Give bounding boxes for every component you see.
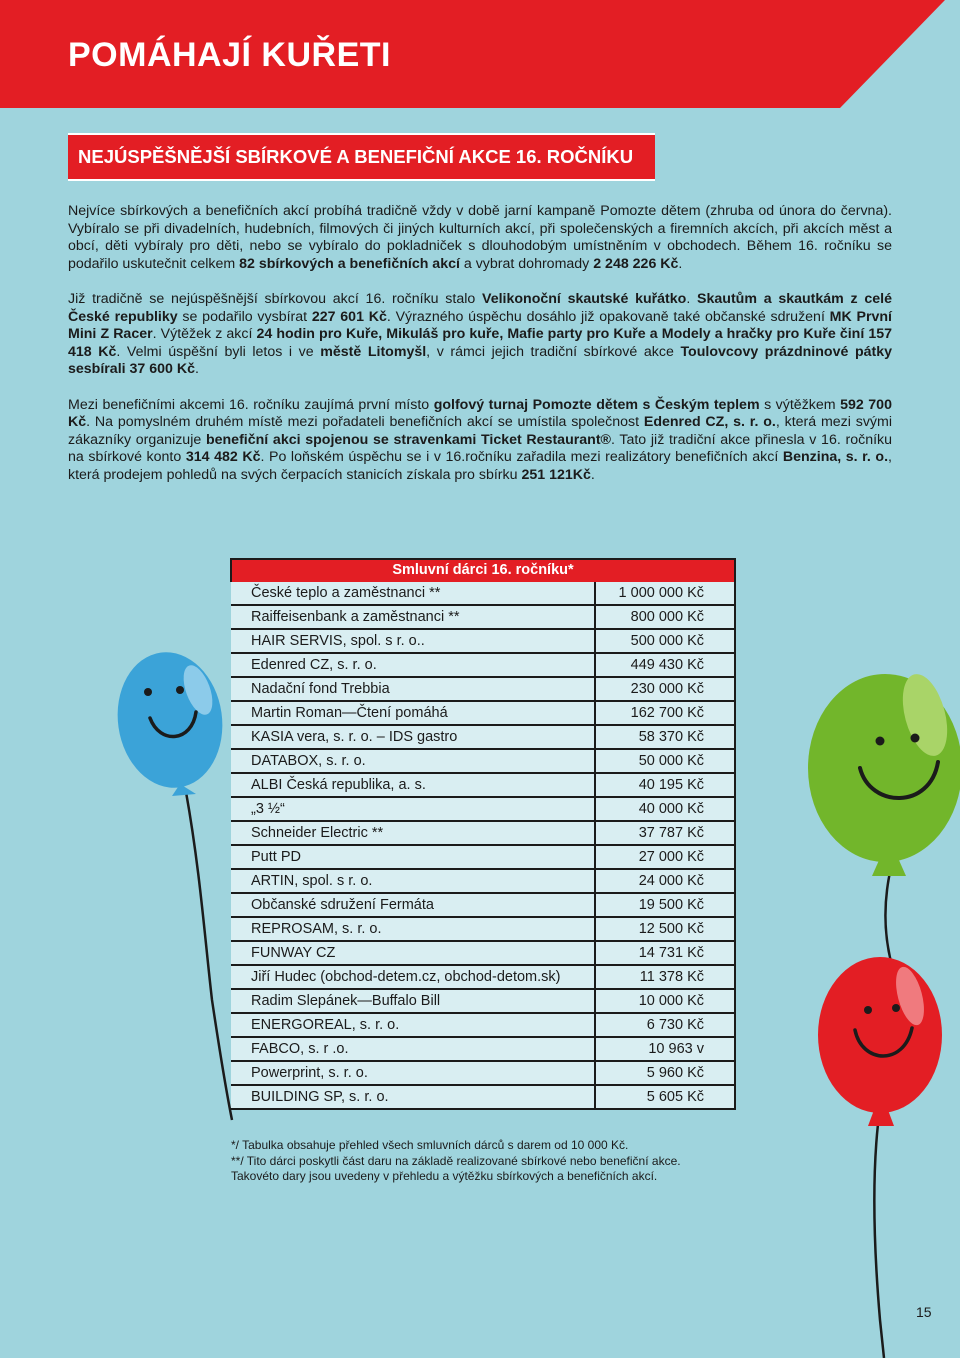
donor-table [230, 558, 736, 1110]
table-row [231, 773, 735, 797]
table-header-row [231, 558, 735, 582]
highlight: Velikonoční skautské kuřátko [482, 291, 687, 307]
table-title: Smluvní dárci 16. ročníku* [231, 558, 735, 582]
donor-amount: 12 500 Kč [595, 917, 735, 941]
text: . Tato již tradiční akce přinesla v 16. ročníku na sbírkové konto [68, 431, 893, 465]
donor-name: KASIA vera, s. r. o. – IDS gastro [231, 725, 595, 749]
text: . [678, 255, 683, 272]
page-number: 15 [916, 1304, 932, 1320]
highlight: Edenred CZ, s. r. o. [643, 414, 776, 430]
donor-amount: 10 963 v [595, 1037, 735, 1061]
text: . Po loňském úspěchu se i v 16.ročníku zařadila mezi realizátory benefičních akcí [260, 449, 783, 465]
text: . [686, 291, 698, 307]
donor-amount: 19 500 Kč [595, 893, 735, 917]
red-balloon-icon [818, 957, 942, 1358]
donor-amount: 11 378 Kč [595, 965, 735, 989]
highlight: golfový turnaj Pomozte dětem s Českým teplem [433, 396, 760, 413]
donor-amount: 5 605 Kč [595, 1085, 735, 1109]
donor-name: „3 ½“ [231, 797, 595, 821]
table-row [231, 941, 735, 965]
footnote-line: Takovéto dary jsou uvedeny v přehledu a výtěžku sbírkových a benefičních akcí. [231, 1169, 658, 1183]
table-footnote [231, 1138, 751, 1185]
section-heading: NEJÚSPĚŠNĚJŠÍ SBÍRKOVÉ A BENEFIČNÍ AKCE 16. ROČNÍKU [78, 146, 634, 167]
green-balloon-icon [808, 669, 960, 990]
donor-name: DATABOX, s. r. o. [231, 749, 595, 773]
highlight: benefiční akci spojenou se stravenkami Ticket Restaurant® [205, 431, 611, 448]
donor-amount: 10 000 Kč [595, 989, 735, 1013]
article-body [68, 203, 892, 502]
donor-amount: 5 960 Kč [595, 1061, 735, 1085]
table-row [231, 1085, 735, 1109]
table-row [231, 1013, 735, 1037]
table-row [231, 725, 735, 749]
table-row [231, 1037, 735, 1061]
donor-amount: 40 000 Kč [595, 797, 735, 821]
donor-name: FABCO, s. r .o. [231, 1037, 595, 1061]
donor-name: ENERGOREAL, s. r. o. [231, 1013, 595, 1037]
donor-amount: 230 000 Kč [595, 677, 735, 701]
text: s výtěžkem [759, 396, 841, 413]
table-row [231, 821, 735, 845]
table-row [231, 965, 735, 989]
donor-name: Radim Slepánek—Buffalo Bill [231, 989, 595, 1013]
table-row [231, 797, 735, 821]
donor-name: ALBI Česká republika, a. s. [231, 773, 595, 797]
donor-amount: 24 000 Kč [595, 869, 735, 893]
footnote-line: */ Tabulka obsahuje přehled všech smluvních dárců s darem od 10 000 Kč. [231, 1138, 629, 1152]
donor-name: Schneider Electric ** [231, 821, 595, 845]
highlight: 82 sbírkových a benefičních akcí [239, 255, 460, 272]
donor-amount: 800 000 Kč [595, 605, 735, 629]
table-row [231, 1061, 735, 1085]
page-title: POMÁHAJÍ KUŘETI [68, 36, 391, 74]
donor-name: Martin Roman—Čtení pomáhá [231, 701, 595, 725]
highlight: 592 700 Kč [68, 396, 892, 430]
text: . Velmi úspěšní byli letos i ve [116, 343, 321, 360]
text: Již tradičně se nejúspěšnější sbírkovou akcí 16. ročníku stalo [68, 291, 483, 307]
table-row [231, 629, 735, 653]
text: . [590, 466, 595, 483]
donor-name: Putt PD [231, 845, 595, 869]
donor-name: Raiffeisenbank a zaměstnanci ** [231, 605, 595, 629]
highlight: Skautům a skautkám z celé České republiky [68, 291, 892, 325]
text: a vybrat dohromady [459, 255, 594, 272]
table-row [231, 582, 735, 605]
donor-name: ARTIN, spol. s r. o. [231, 869, 595, 893]
text: Nejvíce sbírkových a benefičních akcí probíhá tradičně vždy v době jarní kampaně Pomozte dětem (zhruba od února do června). Vybíralo se při divadelních, hudebních, filmových či jiných kulturních akcí, při společenských a firemních akcích, při akcích měst a obcí, děti vybíraly pro děti, nebo se vybíralo do pokladniček s dlouhodobým umístněním v obchodech. Během 16. ročníku se podařilo uskutečnit celkem [68, 203, 892, 272]
highlight: MK První Mini Z Racer [68, 308, 892, 342]
table-row [231, 653, 735, 677]
highlight: 251 121Kč [521, 466, 591, 483]
footnote-line: **/ Tito dárci poskytli část daru na základě realizované sbírkové nebo benefiční akce. [231, 1153, 681, 1168]
table-row [231, 845, 735, 869]
donor-amount: 500 000 Kč [595, 629, 735, 653]
paragraph-benefit [68, 397, 892, 485]
donor-amount: 37 787 Kč [595, 821, 735, 845]
text: . Na pomyslném druhém místě mezi pořadateli benefičních akcí se umístila společnost [86, 414, 644, 430]
table-row [231, 677, 735, 701]
donor-name: České teplo a zaměstnanci ** [231, 582, 595, 605]
donor-amount: 40 195 Kč [595, 773, 735, 797]
text: , která prodejem pohledů na svých čerpacích stanicích získala pro sbírku [68, 449, 892, 483]
donor-name: REPROSAM, s. r. o. [231, 917, 595, 941]
donor-name: Powerprint, s. r. o. [231, 1061, 595, 1085]
paragraph-scouts [68, 291, 892, 379]
highlight: 227 601 Kč [311, 308, 387, 325]
table-row [231, 917, 735, 941]
donor-name: Nadační fond Trebbia [231, 677, 595, 701]
text: . Výtěžek z akcí [152, 326, 257, 342]
donor-amount: 14 731 Kč [595, 941, 735, 965]
donor-name: FUNWAY CZ [231, 941, 595, 965]
donor-amount: 449 430 Kč [595, 653, 735, 677]
highlight: 2 248 226 Kč [593, 255, 679, 272]
donor-name: BUILDING SP, s. r. o. [231, 1085, 595, 1109]
table-row [231, 701, 735, 725]
table-row [231, 893, 735, 917]
table-row [231, 749, 735, 773]
table-row [231, 869, 735, 893]
donor-amount: 162 700 Kč [595, 701, 735, 725]
text: , která mezi svými zákazníky organizuje [68, 414, 892, 448]
donor-name: Jiří Hudec (obchod-detem.cz, obchod-detom.sk) [231, 965, 595, 989]
text: . Výrazného úspěchu dosáhlo již opakovaně také občanské sdružení [386, 308, 830, 325]
text: , v rámci jejich tradiční sbírkové akce [426, 343, 681, 360]
text: Mezi benefičními akcemi 16. ročníku zaujímá první místo [68, 396, 434, 413]
highlight: Benzina, s. r. o. [782, 449, 889, 465]
table-row [231, 605, 735, 629]
donor-name: HAIR SERVIS, spol. s r. o.. [231, 629, 595, 653]
text: se podařilo vysbírat [177, 308, 312, 325]
highlight: městě Litomyšl [320, 343, 427, 360]
donor-amount: 50 000 Kč [595, 749, 735, 773]
donor-amount: 58 370 Kč [595, 725, 735, 749]
highlight: 314 482 Kč [185, 449, 261, 465]
section-heading-box [68, 133, 655, 181]
donor-name: Občanské sdružení Fermáta [231, 893, 595, 917]
donor-amount: 27 000 Kč [595, 845, 735, 869]
donor-amount: 1 000 000 Kč [595, 582, 735, 605]
paragraph-intro [68, 203, 892, 273]
text: . [195, 361, 199, 377]
table-row [231, 989, 735, 1013]
donor-name: Edenred CZ, s. r. o. [231, 653, 595, 677]
donor-rows [231, 582, 735, 1109]
blue-balloon-icon [109, 645, 232, 1120]
highlight: Toulovcovy prázdninové pátky sesbírali 37 600 Kč [68, 343, 893, 377]
highlight: 24 hodin pro Kuře, Mikuláš pro kuře, Mafie party pro Kuře a Modely a hračky pro Kuře činí 157 418 Kč [68, 326, 893, 360]
donor-amount: 6 730 Kč [595, 1013, 735, 1037]
